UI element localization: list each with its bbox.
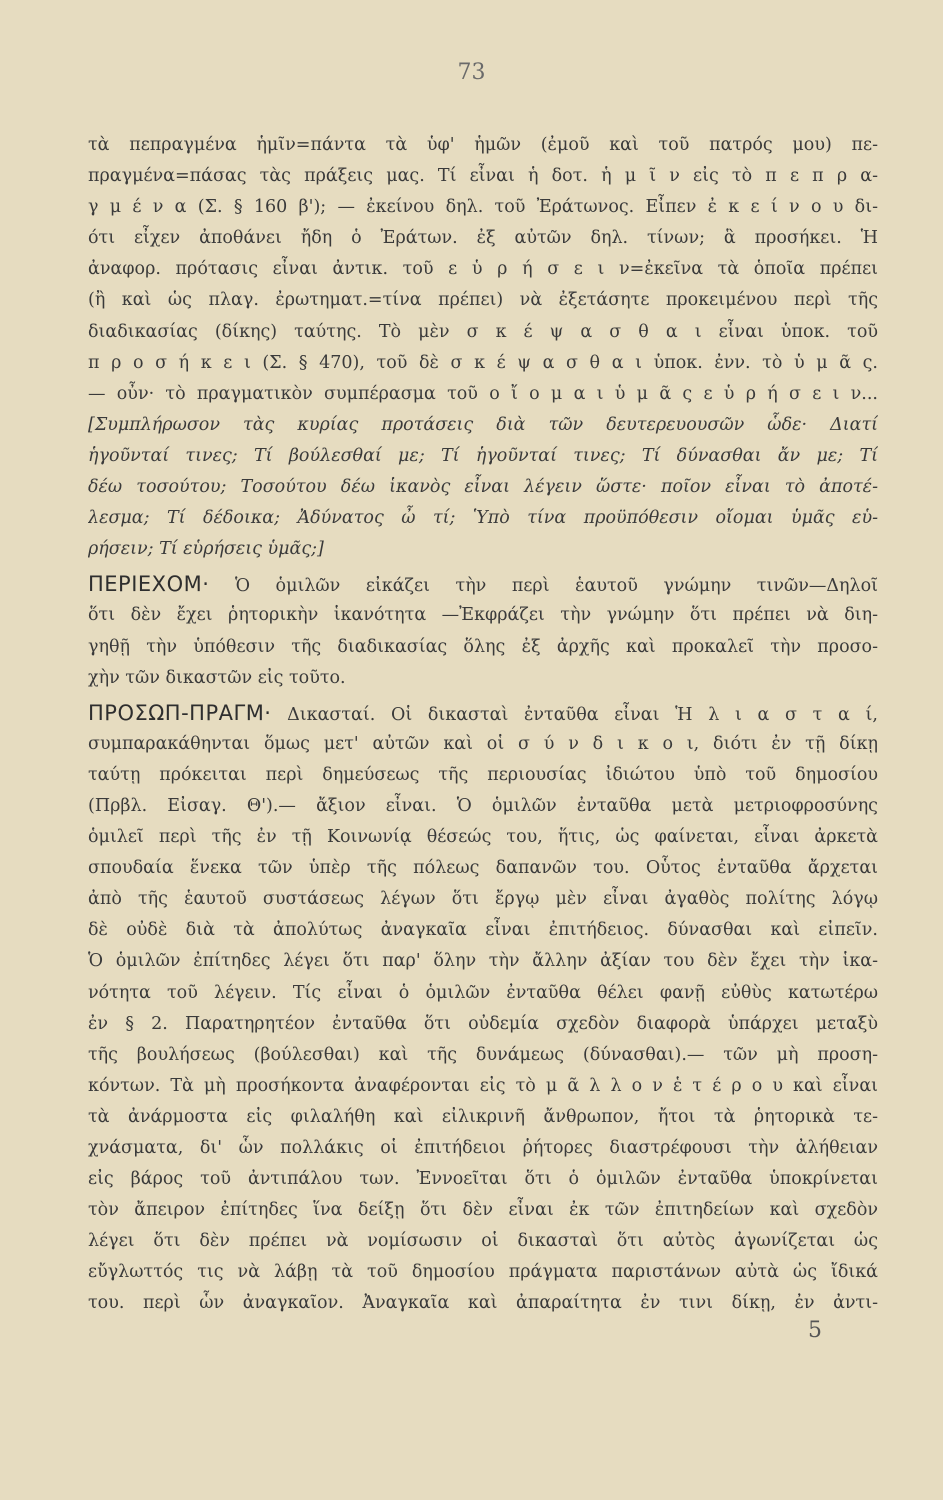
text-line: π ρ ο σ ή κ ε ι (Σ. § 470), τοῦ δὲ σ κ έ ψ α σ θ α ι ὑποκ. ἐνν. τὸ ὑ μ ᾶ ς.: [88, 352, 878, 373]
text-line: ἀναφορ. πρότασις εἶναι ἀντικ. τοῦ ε ὑ ρ ή σ ε ι ν=ἐκεῖνα τὰ ὁποῖα πρέπει: [88, 259, 878, 280]
persons-line: [88, 698, 878, 729]
section-heading-persons: ΠΡΟΣΩΠ-ΠΡΑΓΜ·: [88, 700, 272, 725]
contents-line: [88, 569, 878, 600]
text-run: Ὁ ὁμιλῶν εἰκάζει τὴν περὶ ἑαυτοῦ γνώμην τινῶν—Δηλοῖ: [234, 576, 878, 597]
text-line: σπουδαία ἕνεκα τῶν ὑπὲρ τῆς πόλεως δαπανῶν του. Οὗτος ἐνταῦθα ἄρχεται: [88, 858, 878, 879]
text-line: χνάσματα, δι' ὧν πολλάκις οἱ ἐπιτήδειοι ῥήτορες διαστρέφουσι τὴν ἀλήθειαν: [88, 1138, 878, 1158]
text-line: τὸν ἄπειρον ἐπίτηδες ἵνα δείξῃ ὅτι δὲν εἶναι ἐκ τῶν ἐπιτηδείων καὶ σχεδὸν: [88, 1200, 878, 1221]
text-line: τὰ ἀνάρμοστα εἰς φιλαλήθη καὶ εἰλικρινῆ ἄνθρωπον, ἤτοι τὰ ῥητορικὰ τε-: [88, 1106, 878, 1127]
text-line: — οὖν· τὸ πραγματικὸν συμπέρασμα τοῦ ο ἴ ο μ α ι ὑ μ ᾶ ς ε ὑ ρ ή σ ε ι ν...: [88, 383, 878, 404]
text-line: ἡγοῦνταί τινες; Τί βούλεσθαί με; Τί ἡγοῦνταί τινες; Τί δύνασθαι ἄν με; Τί: [88, 445, 878, 466]
text-line: ἀπὸ τῆς ἑαυτοῦ συστάσεως λέγων ὅτι ἔργῳ μὲν εἶναι ἀγαθὸς πολίτης λόγῳ: [88, 889, 878, 910]
text-line: λέγει ὅτι δὲν πρέπει νὰ νομίσωσιν οἱ δικασταὶ ὅτι αὐτὸς ἀγωνίζεται ὡς: [88, 1231, 878, 1252]
text-line: ὅτι δὲν ἔχει ῥητορικὴν ἱκανότητα —Ἐκφράζει τὴν γνώμην ὅτι πρέπει νὰ διη-: [88, 605, 878, 626]
text-line: ταύτῃ πρόκειται περὶ δημεύσεως τῆς περιουσίας ἰδιώτου ὑπὸ τοῦ δημοσίου: [88, 764, 878, 785]
text-line: (Πρβλ. Εἰσαγ. Θ').— ἄξιον εἶναι. Ὁ ὁμιλῶν ἐνταῦθα μετὰ μετριοφροσύνης: [88, 795, 878, 816]
text-line: γηθῇ τὴν ὑπόθεσιν τῆς διαδικασίας ὅλης ἐξ ἀρχῆς καὶ προκαλεῖ τὴν προσο-: [88, 636, 878, 657]
text-line: δὲ οὐδὲ διὰ τὰ ἀπολύτως ἀναγκαῖα εἶναι ἐπιτήδειος. δύνασθαι καὶ εἰπεῖν.: [88, 920, 878, 941]
text-line: εἰς βάρος τοῦ ἀντιπάλου των. Ἐννοεῖται ὅτι ὁ ὁμιλῶν ἐνταῦθα ὑποκρίνεται: [88, 1169, 878, 1190]
text-line: γ μ έ ν α (Σ. § 160 β'); — ἐκείνου δηλ. τοῦ Ἐράτωνος. Εἶπεν ἐ κ ε ί ν ο υ δι-: [88, 197, 878, 218]
text-line: λεσμα; Τί δέδοικα; Ἀδύνατος ὦ τί; Ὑπὸ τίνα προϋπόθεσιν οἴομαι ὑμᾶς εὑ-: [88, 508, 878, 529]
text-line: διαδικασίας (δίκης) ταύτης. Τὸ μὲν σ κ έ ψ α σ θ α ι εἶναι ὑποκ. τοῦ: [88, 321, 878, 342]
text-line: τῆς βουλήσεως (βούλεσθαι) καὶ τῆς δυνάμεως (δύνασθαι).— τῶν μὴ προση-: [88, 1044, 878, 1065]
text-line: τὰ πεπραγμένα ἡμῖν=πάντα τὰ ὑφ' ἡμῶν (ἐμοῦ καὶ τοῦ πατρός μου) πε-: [88, 135, 878, 155]
signature-mark: 5: [808, 1318, 822, 1343]
text-line: πραγμένα=πάσας τὰς πράξεις μας. Τί εἶναι ἡ δοτ. ἡ μ ῖ ν εἰς τὸ π ε π ρ α-: [88, 166, 878, 187]
text-line: ἐν § 2. Παρατηρητέον ἐνταῦθα ὅτι οὐδεμία σχεδὸν διαφορὰ ὑπάρχει μεταξὺ: [88, 1013, 878, 1034]
text-line: ρήσειν; Τί εὑρήσεις ὑμᾶς;]: [88, 539, 324, 560]
text-line: (ἢ καὶ ὡς πλαγ. ἐρωτηματ.=τίνα πρέπει) νὰ ἐξετάσητε προκειμένου περὶ τῆς: [88, 290, 878, 311]
body-text: [88, 130, 878, 1320]
text-line: Ὁ ὁμιλῶν ἐπίτηδες λέγει ὅτι παρ' ὅλην τὴν ἄλλην ἀξίαν του δὲν ἔχει τὴν ἱκα-: [88, 951, 878, 972]
text-line: εὔγλωττός τις νὰ λάβῃ τὰ τοῦ δημοσίου πράγματα παριστάνων αὐτὰ ὡς ἴδικά: [88, 1262, 878, 1283]
text-run: Δικασταί. Οἱ δικασταὶ ἐνταῦθα εἶναι Ἡ λ ι α σ τ α ί,: [287, 704, 878, 725]
text-line: κόντων. Τὰ μὴ προσήκοντα ἀναφέρονται εἰς τὸ μ ᾶ λ λ ο ν ἑ τ έ ρ ο υ καὶ εἶναι: [88, 1075, 878, 1096]
text-line: χὴν τῶν δικαστῶν εἰς τοῦτο.: [88, 667, 346, 688]
page-number: 73: [457, 60, 486, 85]
text-line: συμπαρακάθηνται ὅμως μετ' αὐτῶν καὶ οἱ σ ύ ν δ ι κ ο ι, διότι ἐν τῇ δίκῃ: [88, 733, 878, 754]
text-line: νότητα τοῦ λέγειν. Τίς εἶναι ὁ ὁμιλῶν ἐνταῦθα θέλει φανῇ εὐθὺς κατωτέρω: [88, 982, 878, 1003]
section-heading-contents: ΠΕΡΙΕΧΟΜ·: [88, 572, 210, 597]
text-line: του. περὶ ὧν ἀναγκαῖον. Ἀναγκαῖα καὶ ἀπαραίτητα ἐν τινι δίκῃ, ἐν ἀντι-: [88, 1293, 878, 1314]
text-line: ότι εἶχεν ἀποθάνει ἤδη ὁ Ἐράτων. ἐξ αὐτῶν δηλ. τίνων; ἃ προσήκει. Ἡ: [88, 228, 878, 249]
text-line: δέω τοσούτου; Τοσούτου δέω ἱκανὸς εἶναι λέγειν ὥστε· ποῖον εἶναι τὸ ἀποτέ-: [88, 477, 878, 498]
text-line: ὁμιλεῖ περὶ τῆς ἐν τῇ Κοινωνίᾳ θέσεώς του, ἥτις, ὡς φαίνεται, εἶναι ἀρκετὰ: [88, 827, 878, 848]
text-line: [Συμπλήρωσον τὰς κυρίας προτάσεις διὰ τῶν δευτερευουσῶν ὧδε· Διατί: [88, 414, 878, 435]
